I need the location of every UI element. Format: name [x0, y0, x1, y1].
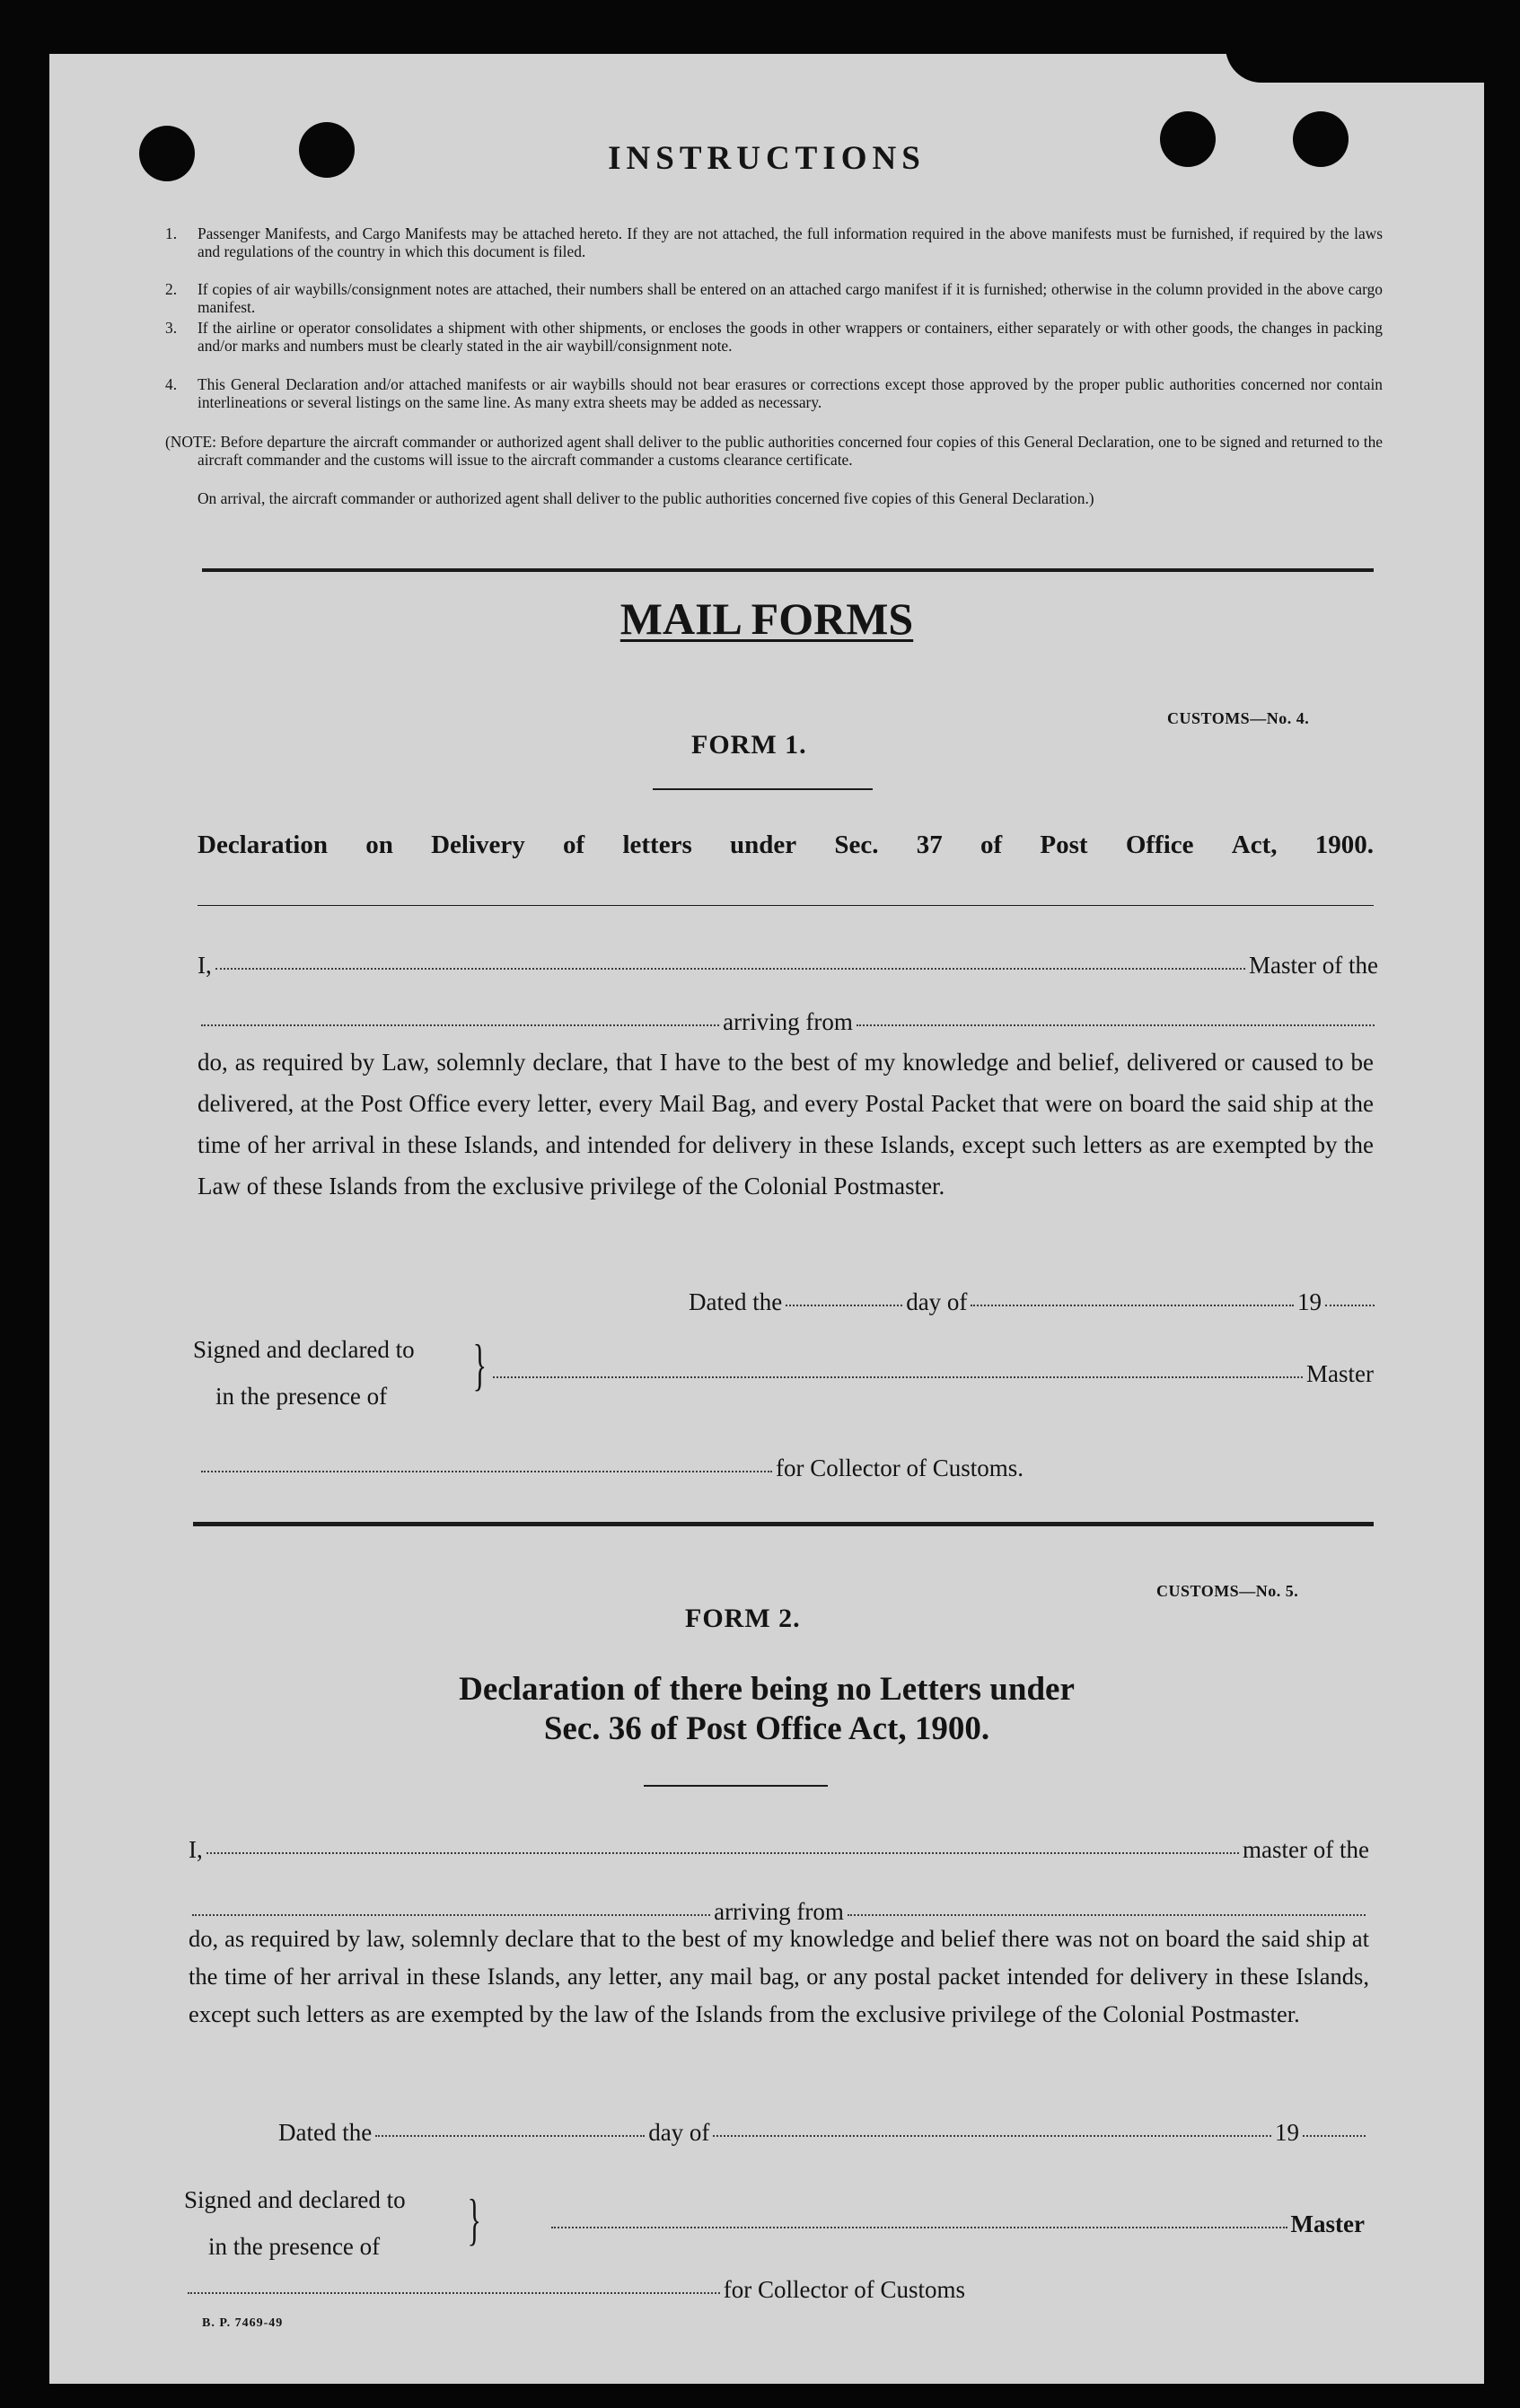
master-name-blank[interactable]: [206, 1852, 1239, 1854]
heading-word: Declaration: [198, 830, 328, 859]
origin-blank[interactable]: [848, 1914, 1366, 1916]
form1-heading-rule: [198, 905, 1374, 906]
form2-collector-line: [184, 2276, 965, 2304]
instruction-number: 1.: [165, 224, 178, 242]
form1-master-line: [489, 1360, 1374, 1388]
torn-corner: [1226, 54, 1484, 83]
line-prefix: I,: [189, 1836, 203, 1863]
form1-customs-number: CUSTOMS—No. 4.: [1167, 709, 1310, 727]
form1-signed-label-1: Signed and declared to: [193, 1336, 415, 1363]
dated-the-label: Dated the: [689, 1288, 783, 1315]
collector-label: for Collector of Customs.: [776, 1454, 1024, 1481]
form1-collector-line: [198, 1454, 1024, 1482]
form1-brace: }: [472, 1332, 488, 1396]
form2-master-line: [548, 2210, 1365, 2238]
heading-word: Delivery: [431, 830, 525, 859]
collector-signature-blank[interactable]: [201, 1471, 772, 1472]
form2-signed-label-1: Signed and declared to: [184, 2186, 406, 2213]
heading-word: of: [563, 830, 585, 859]
instruction-item-1: [165, 224, 1383, 260]
form1-title: FORM 1.: [691, 730, 807, 760]
instruction-text: This General Declaration and/or attached manifests or air waybills should not bear erasures or corrections except those approved by the proper public authorities concerned nor contain interlineations or several listings on the same line. As many extra sheets may be added as necessary.: [198, 375, 1383, 411]
form2-body: do, as required by law, solemnly declare that to the best of my knowledge and belief there was not on board the said ship at the time of her arrival in these Islands, any letter, any mail bag, or any postal packet intended for delivery in these Islands, except such letters as are exempted by the law of the Islands from the exclusive privilege of the Colonial Postmaster.: [189, 1925, 1369, 2027]
instruction-item-4: [165, 375, 1383, 411]
form1-signed-label-2: in the presence of: [215, 1383, 388, 1410]
note-text-arrival: On arrival, the aircraft commander or authorized agent shall deliver to the public authorities concerned five copies of this General Declaration.): [198, 489, 1094, 507]
heading-word: of: [980, 830, 1003, 859]
master-signature-blank[interactable]: [551, 2227, 1287, 2228]
instruction-text: If the airline or operator consolidates a shipment with other shipments, or encloses the goods in other wrappers or containers, either separately or with other goods, the changes in packing and/or marks and numbers must be clearly stated in the air waybill/consignment note.: [198, 319, 1383, 355]
line-suffix: Master of the: [1249, 952, 1378, 979]
note-text: (NOTE: Before departure the aircraft commander or authorized agent shall deliver to the public authorities concerned four copies of this General Declaration, one to be signed and returned to the aircraft commander and the customs will issue to the aircraft commander a customs clearance certificate.: [165, 433, 1383, 469]
instruction-text: Passenger Manifests, and Cargo Manifests may be attached hereto. If they are not attached, the full information required in the above manifests must be furnished, if required by the laws and regulations of the country in which this document is filed.: [198, 224, 1383, 260]
collector-signature-blank[interactable]: [188, 2292, 720, 2294]
form2-heading-underline: [644, 1785, 828, 1787]
form1-ship-line: [198, 1008, 1378, 1036]
year-blank[interactable]: [1303, 2135, 1366, 2137]
form2-customs-number: CUSTOMS—No. 5.: [1156, 1582, 1299, 1600]
day-of-label: day of: [648, 2119, 710, 2146]
month-blank[interactable]: [971, 1305, 1294, 1306]
form2-brace: }: [467, 2187, 482, 2251]
form2-name-line: [189, 1836, 1369, 1864]
heading-word: Act,: [1231, 830, 1278, 859]
year-blank[interactable]: [1325, 1305, 1375, 1306]
heading-word: Sec.: [834, 830, 879, 859]
form-divider-rule: [193, 1522, 1374, 1526]
instructions-title: INSTRUCTIONS: [608, 140, 926, 177]
year-label: 19: [1297, 1288, 1322, 1315]
master-label: Master: [1290, 2210, 1365, 2237]
mail-forms-title: MAIL FORMS: [619, 593, 914, 644]
collector-label: for Collector of Customs: [723, 2276, 965, 2303]
month-blank[interactable]: [713, 2135, 1271, 2137]
instruction-number: 2.: [165, 280, 178, 298]
form1-name-line: [198, 952, 1378, 980]
heading-word: on: [365, 830, 393, 859]
heading-word: Post: [1040, 830, 1088, 859]
instruction-note: [165, 433, 1383, 469]
year-label: 19: [1275, 2119, 1299, 2146]
master-label: Master: [1306, 1360, 1374, 1387]
form1-title-underline: [653, 788, 873, 790]
instruction-number: 3.: [165, 319, 178, 337]
form2-dated-line: [278, 2119, 1369, 2147]
origin-blank[interactable]: [857, 1024, 1375, 1026]
day-blank[interactable]: [375, 2135, 645, 2137]
divider-rule: [202, 568, 1374, 572]
form1-dated-line: [689, 1288, 1378, 1316]
heading-word: 37: [916, 830, 943, 859]
instruction-text: If copies of air waybills/consignment notes are attached, their numbers shall be entered on an attached cargo manifest if it is furnished; otherwise in the column provided in the above cargo manifest.: [198, 280, 1383, 316]
instruction-item-2: [165, 280, 1383, 316]
heading-word: letters: [622, 830, 692, 859]
form2-signed-label-2: in the presence of: [208, 2233, 381, 2260]
document-page: [49, 54, 1484, 2384]
form2-title: FORM 2.: [685, 1604, 801, 1633]
instruction-number: 4.: [165, 375, 178, 393]
print-code: B. P. 7469-49: [202, 2316, 284, 2330]
dated-the-label: Dated the: [278, 2119, 373, 2146]
line-prefix: I,: [198, 952, 212, 979]
form2-heading: [49, 1670, 1484, 1749]
form1-heading: [198, 830, 1374, 860]
instruction-note-arrival: [198, 489, 1383, 507]
form1-body: do, as required by Law, solemnly declare, that I have to the best of my knowledge and belief, delivered or caused to be delivered, at the Post Office every letter, every Mail Bag, and every Postal Packet that were on board the said ship at the time of her arrival in these Islands, and intended for delivery in these Islands, except such letters as are exempted by the Law of these Islands from the exclusive privilege of the Colonial Postmaster.: [198, 1049, 1374, 1200]
heading-word: under: [729, 830, 797, 859]
day-blank[interactable]: [786, 1305, 902, 1306]
ship-name-blank[interactable]: [201, 1024, 719, 1026]
instruction-item-3: [165, 319, 1383, 355]
ship-name-blank[interactable]: [192, 1914, 710, 1916]
line-suffix: master of the: [1243, 1836, 1369, 1863]
master-name-blank[interactable]: [215, 968, 1245, 970]
arriving-from-label: arriving from: [723, 1008, 853, 1035]
arriving-from-label: arriving from: [714, 1898, 844, 1925]
form2-heading-line-2: Sec. 36 of Post Office Act, 1900.: [543, 1710, 990, 1747]
heading-word: 1900.: [1314, 830, 1374, 859]
master-signature-blank[interactable]: [493, 1376, 1303, 1378]
form2-heading-line-1: Declaration of there being no Letters under: [459, 1671, 1075, 1708]
heading-word: Office: [1125, 830, 1194, 859]
day-of-label: day of: [906, 1288, 968, 1315]
